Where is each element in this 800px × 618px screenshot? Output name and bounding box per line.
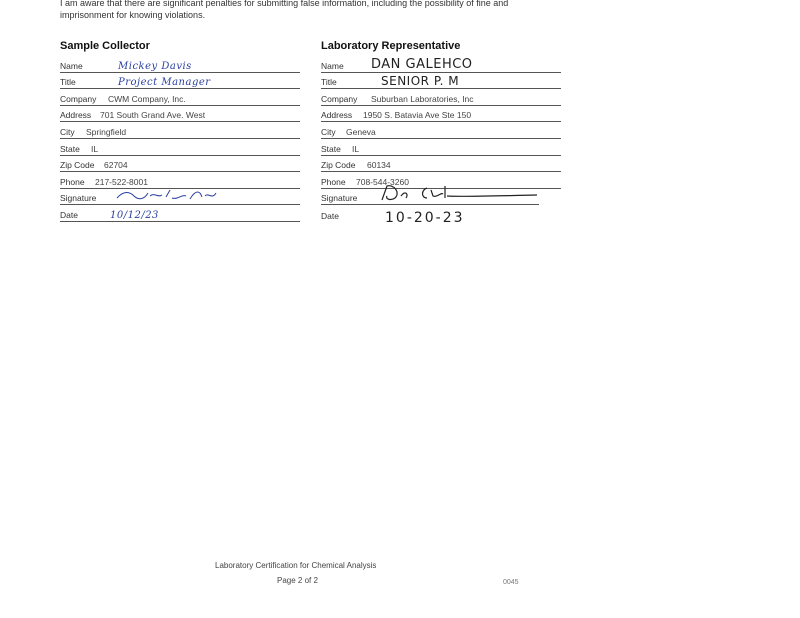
lab-state-row bbox=[321, 139, 561, 156]
collector-city-row bbox=[60, 122, 300, 139]
lab-city-row bbox=[321, 122, 561, 139]
lab-phone-label: Phone bbox=[321, 176, 346, 187]
collector-zip-label: Zip Code bbox=[60, 160, 95, 171]
lab-address-value: 1950 S. Batavia Ave Ste 150 bbox=[363, 110, 472, 121]
lab-company-label: Company bbox=[321, 93, 358, 104]
lab-name-handwritten: DAN GALEHCO bbox=[371, 56, 473, 72]
collector-name-row bbox=[60, 56, 300, 73]
collector-date-row bbox=[60, 205, 300, 222]
page-number: Page 2 of 2 bbox=[277, 576, 318, 585]
collector-name-handwritten: Mickey Davis bbox=[118, 60, 192, 72]
collector-date-handwritten: 10/12/23 bbox=[110, 209, 159, 221]
sample-collector-section bbox=[60, 38, 300, 222]
certification-statement: I am aware that there are significant penalties for submitting false information, including the possibility of fine and imprisonment for knowing violations. bbox=[60, 0, 509, 20]
document-code: 0045 bbox=[503, 579, 519, 586]
collector-state-value: IL bbox=[91, 143, 99, 154]
collector-phone-value: 217-522-8001 bbox=[95, 176, 148, 187]
collector-company-row bbox=[60, 89, 300, 106]
lab-signature-row bbox=[321, 189, 539, 206]
lab-state-value: IL bbox=[352, 143, 360, 154]
lab-date-handwritten: 10-20-23 bbox=[385, 209, 465, 226]
lab-company-row bbox=[321, 89, 561, 106]
collector-address-row bbox=[60, 106, 300, 123]
lab-signature-image bbox=[379, 182, 539, 204]
lab-city-label: City bbox=[321, 126, 336, 137]
lab-zip-label: Zip Code bbox=[321, 160, 356, 171]
collector-company-label: Company bbox=[60, 93, 97, 104]
lab-zip-row bbox=[321, 156, 561, 173]
lab-signature-label: Signature bbox=[321, 193, 358, 204]
collector-name-label: Name bbox=[60, 60, 83, 71]
lab-name-row bbox=[321, 56, 561, 73]
lab-state-label: State bbox=[321, 143, 341, 154]
collector-title-handwritten: Project Manager bbox=[118, 77, 211, 89]
collector-city-label: City bbox=[60, 126, 75, 137]
lab-date-row bbox=[321, 205, 561, 226]
collector-signature-label: Signature bbox=[60, 193, 97, 204]
lab-address-row bbox=[321, 106, 561, 123]
collector-zip-row bbox=[60, 156, 300, 173]
sample-collector-heading: Sample Collector bbox=[60, 40, 150, 52]
lab-address-label: Address bbox=[321, 110, 353, 121]
lab-title-row bbox=[321, 73, 561, 90]
lab-name-label: Name bbox=[321, 60, 344, 71]
collector-title-label: Title bbox=[60, 77, 76, 88]
collector-state-label: State bbox=[60, 143, 80, 154]
lab-title-handwritten: SENIOR P. M bbox=[381, 74, 460, 89]
lab-title-label: Title bbox=[321, 77, 337, 88]
collector-title-row bbox=[60, 73, 300, 90]
lab-zip-value: 60134 bbox=[367, 160, 391, 171]
collector-signature-row bbox=[60, 189, 300, 206]
lab-date-label: Date bbox=[321, 210, 339, 221]
collector-city-value: Springfield bbox=[86, 126, 127, 137]
lab-phone-value: 708-544-3260 bbox=[356, 176, 409, 187]
collector-address-value: 701 South Grand Ave. West bbox=[100, 110, 206, 121]
form-title-footer: Laboratory Certification for Chemical Analysis bbox=[215, 561, 377, 570]
lab-city-value: Geneva bbox=[346, 126, 376, 137]
laboratory-representative-heading: Laboratory Representative bbox=[321, 40, 461, 52]
collector-signature-image bbox=[112, 186, 222, 204]
lab-company-value: Suburban Laboratories, Inc bbox=[371, 93, 474, 104]
collector-phone-label: Phone bbox=[60, 176, 85, 187]
collector-date-label: Date bbox=[60, 209, 78, 220]
collector-address-label: Address bbox=[60, 110, 92, 121]
collector-zip-value: 62704 bbox=[104, 160, 128, 171]
collector-company-value: CWM Company, Inc. bbox=[108, 93, 186, 104]
collector-state-row bbox=[60, 139, 300, 156]
laboratory-representative-section bbox=[321, 38, 561, 226]
